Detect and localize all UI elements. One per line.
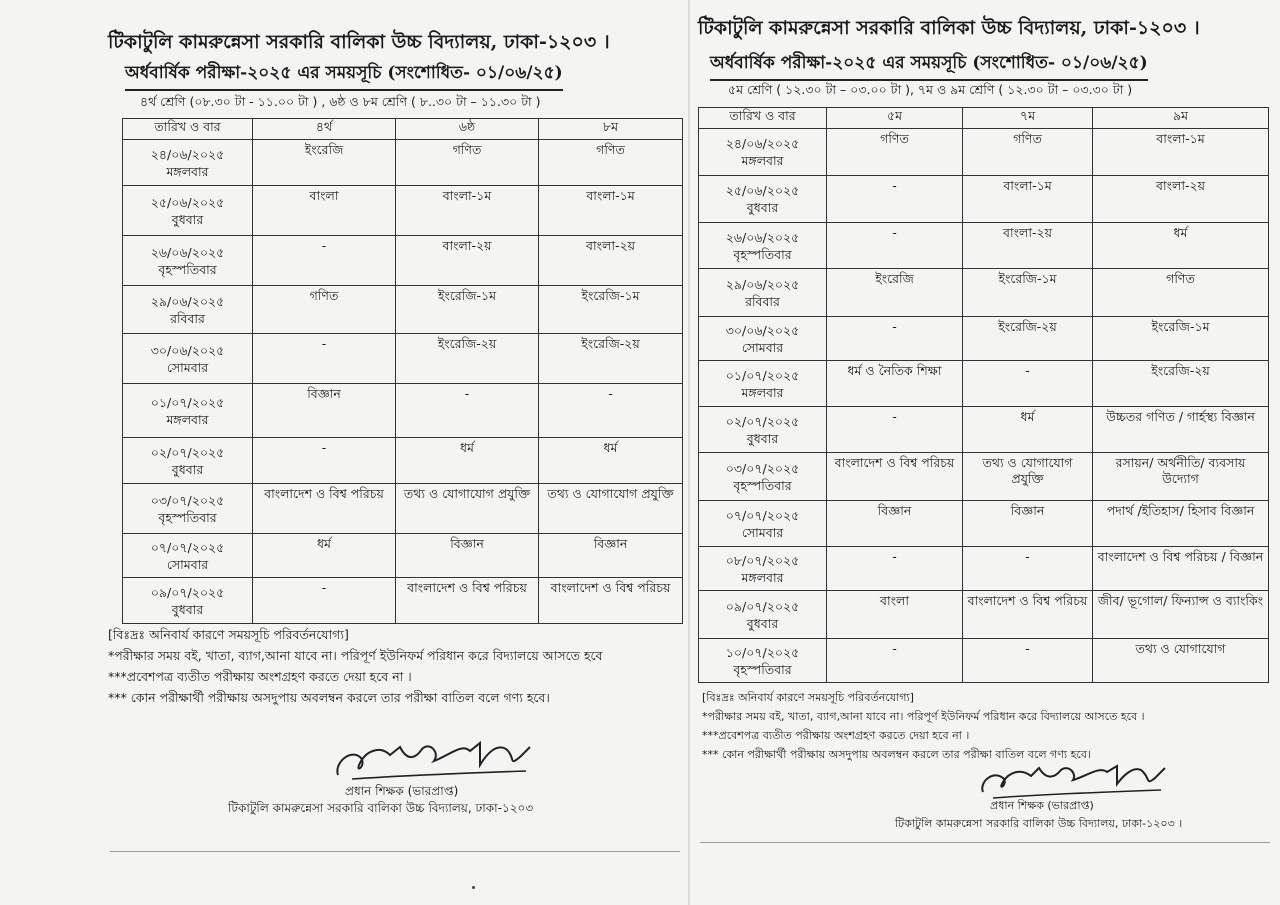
bottom-rule (110, 851, 680, 852)
subject-cell: - (827, 176, 963, 223)
signature-caption: প্রধান শিক্ষক (ভারপ্রাপ্ত) (345, 784, 459, 798)
exam-date: ২৯/০৬/২০২৫ (150, 293, 225, 309)
bottom-rule (700, 842, 1270, 843)
table-header-row (123, 119, 683, 140)
subject-cell: - (827, 407, 963, 453)
subject-cell: ইংরেজি-১ম (539, 286, 683, 334)
subject-cell: বাংলা-২য় (963, 223, 1093, 269)
date-day-cell (699, 501, 827, 547)
exam-day: সোমবার (741, 524, 784, 540)
exam-day: বৃহস্পতিবার (733, 477, 792, 493)
subject-cell: - (963, 639, 1093, 683)
subject-cell: বাংলা-১ম (1093, 129, 1269, 176)
date-day-cell (699, 176, 827, 223)
subject-cell: - (253, 438, 396, 484)
headteacher-signature (330, 735, 560, 785)
school-title: টিকাটুলি কামরুন্নেসা সরকারি বালিকা উচ্চ বিদ্যালয়, ঢাকা-১২০৩ । (108, 31, 610, 53)
date-day-cell (699, 547, 827, 591)
header-class-7: ৭ম (963, 108, 1093, 129)
subject-cell: তথ্য ও যোগাযোগ (1093, 639, 1269, 683)
note-line: *পরীক্ষার সময় বই, খাতা, ব্যাগ,আনা যাবে না। পরিপূর্ণ ইউনিফর্ম পরিধান করে বিদ্যালয়ে আসতে হবে (108, 648, 603, 663)
subject-cell: বাংলা-২য় (539, 236, 683, 286)
table-row (699, 223, 1269, 269)
subject-cell: ধর্ম (539, 438, 683, 484)
note-line: *** কোন পরীক্ষার্থী পরীক্ষায় অসদুপায় অবলম্বন করলে তার পরীক্ষা বাতিল বলে গণ্য হবে। (108, 690, 550, 705)
subject-cell: - (253, 236, 396, 286)
header-class-9: ৯ম (1093, 108, 1269, 129)
date-day-cell (699, 407, 827, 453)
exam-date: ২৪/০৬/২০২৫ (725, 136, 800, 151)
exam-day: বুধবার (746, 615, 779, 631)
note-line: *পরীক্ষার সময় বই, খাতা, ব্যাগ,আনা যাবে না। পরিপূর্ণ ইউনিফর্ম পরিধান করে বিদ্যালয়ে আসতে হবে । (702, 710, 1145, 723)
subject-cell: গণিত (253, 286, 396, 334)
exam-schedule-table (122, 118, 683, 624)
subject-cell: বাংলা-১ম (963, 176, 1093, 223)
subject-cell: বিজ্ঞান (827, 501, 963, 547)
note-line: [বিঃদ্রঃ অনিবার্য কারণে সময়সূচি পরিবর্তনযোগ্য] (702, 691, 914, 704)
exam-date: ০৯/০৭/২০২৫ (150, 584, 225, 600)
exam-day: মঙ্গলবার (166, 411, 209, 427)
exam-timeline: ৪র্থ শ্রেণি (০৮.৩০ টা - ১১.০০ টা ) , ৬ষ্ঠ ও ৮ম শ্রেণি ( ৮..৩০ টা – ১১.৩০ টা ) (140, 94, 541, 109)
subject-cell: বাংলা-১ম (539, 186, 683, 236)
exam-date: ২৯/০৬/২০২৫ (725, 276, 800, 292)
date-day-cell (699, 269, 827, 317)
table-header-row (699, 108, 1269, 129)
subject-cell: - (827, 317, 963, 361)
date-day-cell (699, 591, 827, 639)
table-row (123, 438, 683, 484)
exam-date: ০১/০৭/২০২৫ (725, 367, 800, 383)
exam-day: বৃহস্পতিবার (733, 661, 792, 677)
note-line: ***প্রবেশপত্র ব্যতীত পরীক্ষায় অংশগ্রহণ করতে দেয়া হবে না । (108, 669, 412, 684)
exam-day: মঙ্গলবার (166, 163, 209, 179)
exam-date: ২৬/০৬/২০২৫ (150, 244, 225, 260)
subject-cell: জীব/ ভূগোল/ ফিন্যান্স ও ব্যাংকিং (1093, 591, 1269, 639)
subject-cell: ধর্ম (253, 534, 396, 578)
exam-date: ০৯/০৭/২০২৫ (725, 598, 800, 614)
subject-cell: - (396, 384, 539, 438)
exam-day: বুধবার (746, 430, 779, 446)
subject-cell: বাংলা-১ম (396, 186, 539, 236)
subject-cell: ধর্ম ও নৈতিক শিক্ষা (827, 361, 963, 407)
notes-block (702, 688, 1145, 764)
table-row (123, 384, 683, 438)
date-day-cell (699, 317, 827, 361)
exam-date: ৩০/০৬/২০২৫ (150, 342, 225, 358)
exam-day: বুধবার (171, 461, 204, 477)
notes-block (108, 624, 603, 708)
exam-day: সোমবার (741, 339, 784, 355)
exam-date: ২৬/০৬/২০২৫ (725, 229, 800, 245)
header-date: তারিখ ও বার (699, 108, 827, 129)
date-day-cell (123, 334, 253, 384)
exam-day: মঙ্গলবার (741, 384, 784, 400)
table-row (123, 140, 683, 186)
subject-cell: ইংরেজি-২য় (1093, 361, 1269, 407)
table-row (123, 534, 683, 578)
subject-cell: ইংরেজি-১ম (1093, 317, 1269, 361)
subject-cell: ইংরেজি (253, 140, 396, 186)
subject-cell: - (539, 384, 683, 438)
header-class-4: ৪র্থ (253, 119, 396, 140)
header-date: তারিখ ও বার (123, 119, 253, 140)
subject-cell: ইংরেজি (827, 269, 963, 317)
subject-cell: - (827, 223, 963, 269)
subject-cell: বিজ্ঞান (396, 534, 539, 578)
subject-cell: - (253, 578, 396, 624)
subject-cell: তথ্য ও যোগাযোগ প্রযুক্তি (539, 484, 683, 534)
signature-school-name: টিকাটুলি কামরুন্নেসা সরকারি বালিকা উচ্চ বিদ্যালয়, ঢাকা-১২০৩ (228, 801, 534, 815)
subject-cell: বাংলাদেশ ও বিশ্ব পরিচয় (253, 484, 396, 534)
date-day-cell (123, 534, 253, 578)
table-row (123, 484, 683, 534)
table-row (699, 591, 1269, 639)
exam-day: রবিবার (745, 293, 780, 309)
subject-cell: - (963, 361, 1093, 407)
subject-cell: ধর্ম (1093, 223, 1269, 269)
exam-day: বুধবার (171, 211, 204, 227)
exam-day: সোমবার (166, 556, 209, 572)
subject-cell: তথ্য ও যোগাযোগ প্রযুক্তি (963, 453, 1093, 501)
subject-cell: ধর্ম (396, 438, 539, 484)
subject-cell: বিজ্ঞান (539, 534, 683, 578)
subject-cell: - (827, 547, 963, 591)
exam-date: ০২/০৭/২০২৫ (150, 444, 225, 460)
subject-cell: ধর্ম (963, 407, 1093, 453)
exam-day: বুধবার (746, 200, 779, 215)
stray-dot (472, 886, 475, 889)
subject-cell: বিজ্ঞান (253, 384, 396, 438)
date-day-cell (123, 286, 253, 334)
note-line: ***প্রবেশপত্র ব্যতীত পরীক্ষায় অংশগ্রহণ করতে দেয়া হবে না । (702, 729, 970, 742)
subject-cell: উচ্চতর গণিত / গার্হস্থ্য বিজ্ঞান (1093, 407, 1269, 453)
date-day-cell (123, 236, 253, 286)
exam-title: অর্ধবার্ষিক পরীক্ষা-২০২৫ এর সময়সূচি (সংশোধিত- ০১/০৬/২৫) (710, 50, 1148, 81)
exam-day: সোমবার (166, 359, 209, 375)
table-row (699, 407, 1269, 453)
subject-cell: বিজ্ঞান (963, 501, 1093, 547)
table-row (699, 639, 1269, 683)
table-row (123, 286, 683, 334)
exam-date: ২৫/০৬/২০২৫ (725, 183, 800, 198)
note-line: [বিঃদ্রঃ অনিবার্য কারণে সময়সূচি পরিবর্তনযোগ্য] (108, 627, 349, 642)
note-line: *** কোন পরীক্ষার্থী পরীক্ষায় অসদুপায় অবলম্বন করলে তার পরীক্ষা বাতিল বলে গণ্য হবে। (702, 748, 1091, 761)
subject-cell: গণিত (1093, 269, 1269, 317)
exam-day: বৃহস্পতিবার (733, 246, 792, 262)
exam-day: রবিবার (170, 310, 205, 326)
header-class-5: ৫ম (827, 108, 963, 129)
subject-cell: তথ্য ও যোগাযোগ প্রযুক্তি (396, 484, 539, 534)
subject-cell: - (827, 639, 963, 683)
exam-timeline: ৫ম শ্রেণি ( ১২.৩০ টা – ০৩.০০ টা ), ৭ম ও ৯ম শ্রেণি ( ১২.৩০ টা – ০৩.৩০ টা ) (728, 82, 1133, 97)
exam-title: অর্ধবার্ষিক পরীক্ষা-২০২৫ এর সময়সূচি (সংশোধিত- ০১/০৬/২৫) (125, 60, 563, 91)
subject-cell: ইংরেজি-২য় (396, 334, 539, 384)
table-row (699, 361, 1269, 407)
subject-cell: বাংলা-২য় (396, 236, 539, 286)
table-row (123, 186, 683, 236)
date-day-cell (123, 186, 253, 236)
date-day-cell (123, 384, 253, 438)
subject-cell: - (253, 334, 396, 384)
subject-cell: ইংরেজি-১ম (963, 269, 1093, 317)
subject-cell: বাংলা (827, 591, 963, 639)
subject-cell: - (963, 547, 1093, 591)
subject-cell: গণিত (963, 129, 1093, 176)
exam-day: বুধবার (171, 601, 204, 617)
subject-cell: গণিত (539, 140, 683, 186)
subject-cell: ইংরেজি-২য় (539, 334, 683, 384)
date-day-cell (699, 453, 827, 501)
subject-cell: বাংলা-২য় (1093, 176, 1269, 223)
table-row (699, 453, 1269, 501)
subject-cell: বাংলাদেশ ও বিশ্ব পরিচয় (963, 591, 1093, 639)
table-row (699, 547, 1269, 591)
signature-school-name: টিকাটুলি কামরুন্নেসা সরকারি বালিকা উচ্চ বিদ্যালয়, ঢাকা-১২০৩ । (895, 817, 1183, 830)
subject-cell: বাংলা (253, 186, 396, 236)
school-title: টিকাটুলি কামরুন্নেসা সরকারি বালিকা উচ্চ বিদ্যালয়, ঢাকা-১২০৩ । (698, 17, 1200, 39)
exam-day: বৃহস্পতিবার (158, 509, 217, 525)
exam-day: মঙ্গলবার (741, 569, 784, 585)
subject-cell: পদার্থ /ইতিহাস/ হিসাব বিজ্ঞান (1093, 501, 1269, 547)
date-day-cell (123, 140, 253, 186)
exam-schedule-table (698, 107, 1269, 683)
exam-date: ০১/০৭/২০২৫ (150, 394, 225, 410)
header-class-8: ৮ম (539, 119, 683, 140)
date-day-cell (699, 361, 827, 407)
exam-date: ২৪/০৬/২০২৫ (150, 146, 225, 162)
subject-cell: বাংলাদেশ ও বিশ্ব পরিচয় (396, 578, 539, 624)
exam-date: ০৭/০৭/২০২৫ (150, 539, 225, 555)
subject-cell: গণিত (827, 129, 963, 176)
table-row (123, 334, 683, 384)
table-row (699, 129, 1269, 176)
exam-date: ০৩/০৭/২০২৫ (150, 492, 225, 508)
date-day-cell (123, 578, 253, 624)
table-row (123, 236, 683, 286)
table-row (123, 578, 683, 624)
exam-date: ০৭/০৭/২০২৫ (725, 507, 800, 523)
signature-caption: প্রধান শিক্ষক (ভারপ্রাপ্ত) (990, 799, 1094, 812)
table-row (699, 176, 1269, 223)
table-row (699, 269, 1269, 317)
exam-date: ০৮/০৭/২০২৫ (725, 552, 800, 568)
exam-date: ০৩/০৭/২০২৫ (725, 460, 800, 476)
header-class-6: ৬ষ্ঠ (396, 119, 539, 140)
date-day-cell (123, 438, 253, 484)
exam-date: ১০/০৭/২০২৫ (725, 644, 800, 660)
date-day-cell (123, 484, 253, 534)
subject-cell: ইংরেজি-২য় (963, 317, 1093, 361)
exam-date: ৩০/০৬/২০২৫ (725, 322, 800, 338)
subject-cell: ইংরেজি-১ম (396, 286, 539, 334)
subject-cell: রসায়ন/ অর্থনীতি/ ব্যবসায় উদ্যোগ (1093, 453, 1269, 501)
exam-date: ০২/০৭/২০২৫ (725, 413, 800, 429)
table-row (699, 317, 1269, 361)
exam-day: মঙ্গলবার (741, 153, 784, 168)
right-page (690, 0, 1280, 905)
subject-cell: বাংলাদেশ ও বিশ্ব পরিচয় (827, 453, 963, 501)
date-day-cell (699, 223, 827, 269)
subject-cell: গণিত (396, 140, 539, 186)
table-row (699, 501, 1269, 547)
date-day-cell (699, 129, 827, 176)
exam-day: বৃহস্পতিবার (158, 261, 217, 277)
subject-cell: বাংলাদেশ ও বিশ্ব পরিচয় (539, 578, 683, 624)
date-day-cell (699, 639, 827, 683)
exam-date: ২৫/০৬/২০২৫ (150, 194, 225, 210)
headteacher-signature (975, 758, 1195, 802)
subject-cell: বাংলাদেশ ও বিশ্ব পরিচয় / বিজ্ঞান (1093, 547, 1269, 591)
